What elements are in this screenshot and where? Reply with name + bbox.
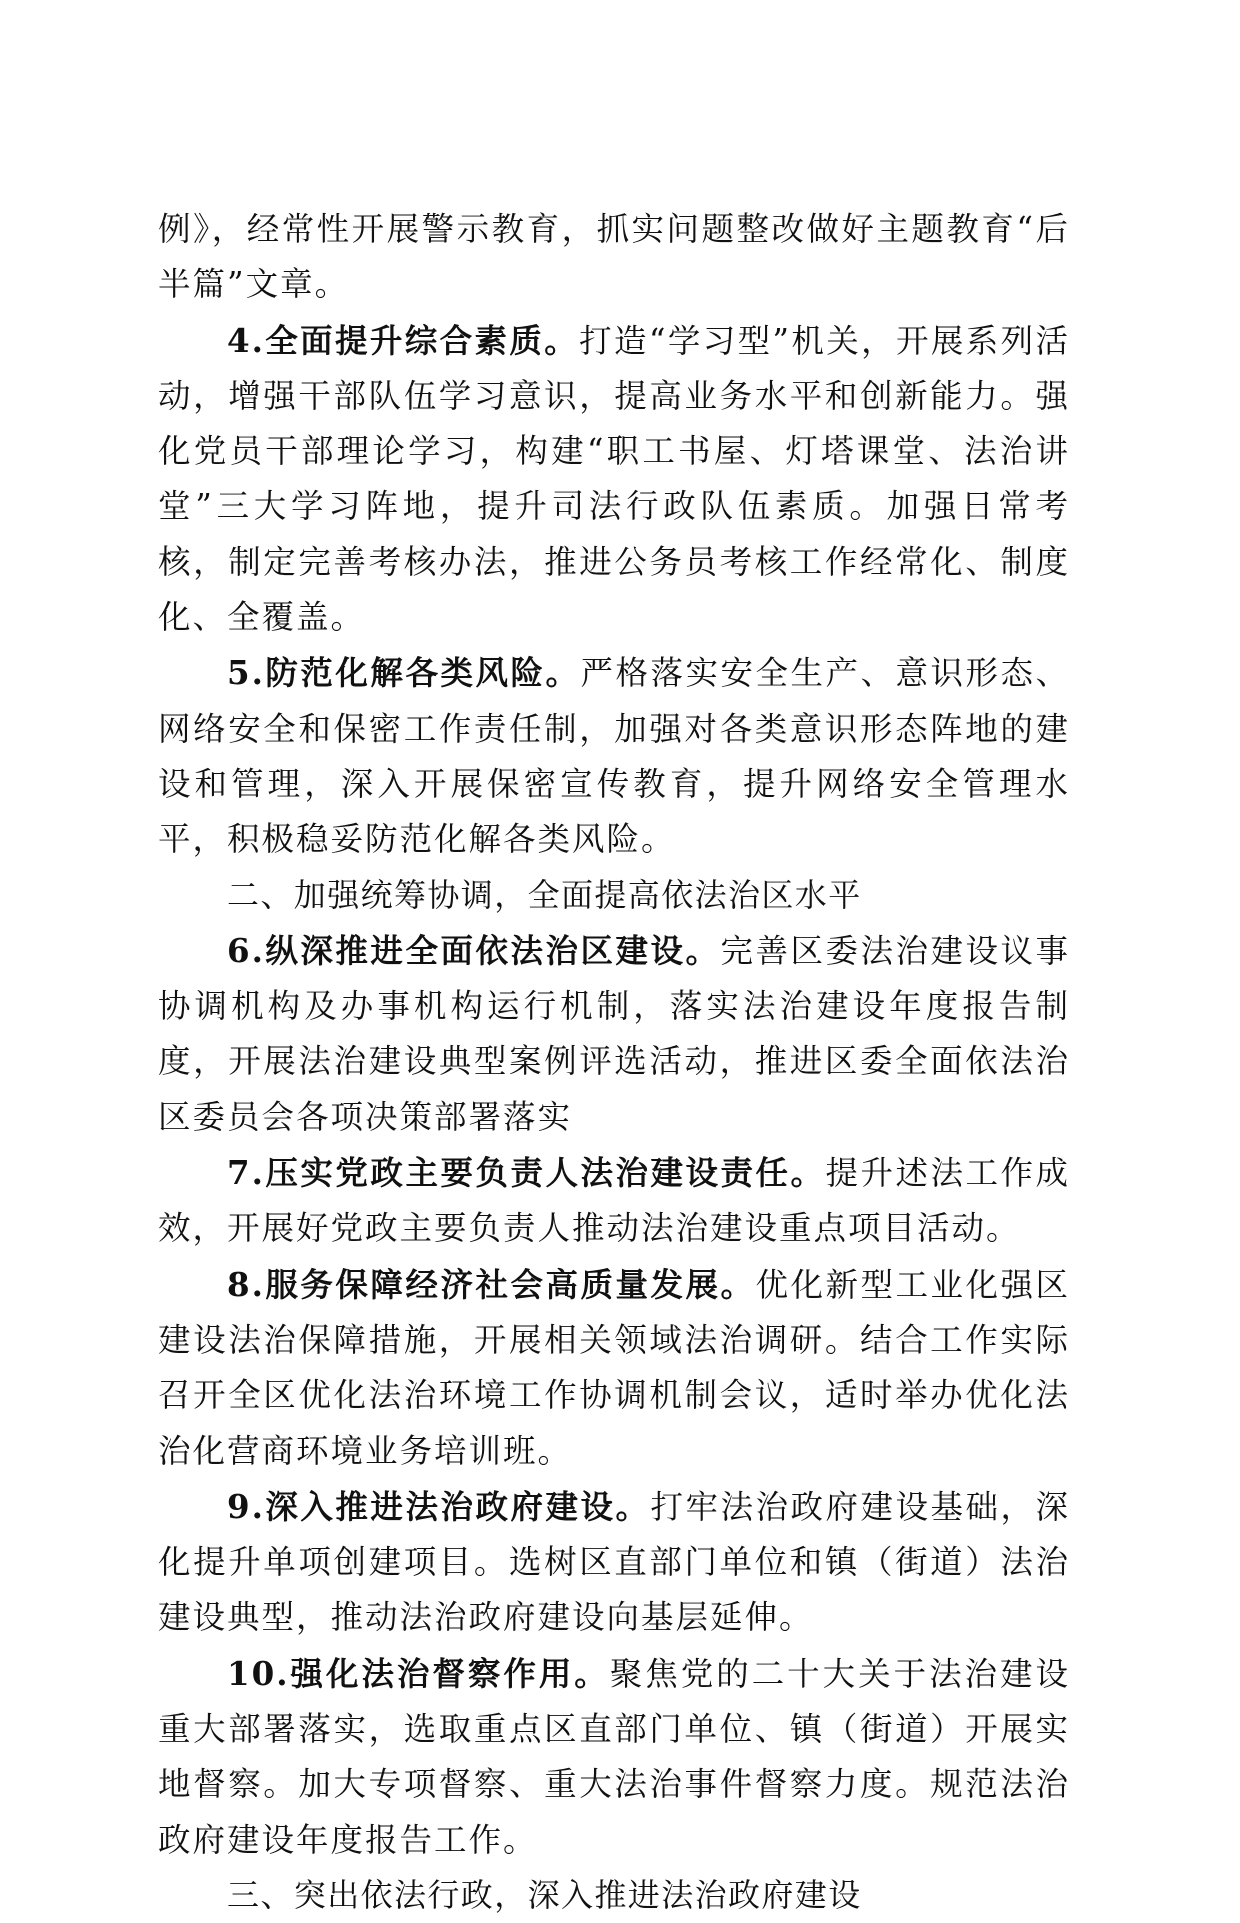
item-4-text: 打造“学习型”机关，开展系列活动，增强干部队伍学习意识，提高业务水平和创新能力。强化党员干部理论学习，构建“职工书屋、灯塔课堂、法治讲堂”三大学习阵地，提升司法行政队伍素质。加强日常考核，制定完善考核办法，推进公务员考核工作经常化、制度化、全覆盖。 — [158, 321, 1070, 637]
item-5-text: 严格落实安全生产、意识形态、网络安全和保密工作责任制，加强对各类意识形态阵地的建设和管理，深入开展保密宣传教育，提升网络安全管理水平，积极稳妥防范化解各类风险。 — [158, 654, 1070, 859]
item-7-text: 提升述法工作成效，开展好党政主要负责人推动法治建设重点项目活动。 — [158, 1154, 1070, 1248]
item-8-heading: 8.服务保障经济社会高质量发展。 — [227, 1264, 756, 1304]
section-three-heading: 三、突出依法行政，深入推进法治政府建设 — [227, 1875, 862, 1914]
item-4-paragraph — [158, 313, 1070, 646]
item-6-heading: 6.纵深推进全面依法治区建设。 — [227, 930, 721, 970]
document-body — [158, 202, 1070, 1923]
item-4-heading: 4.全面提升综合素质。 — [227, 320, 580, 360]
item-10-text: 聚焦党的二十大关于法治建设重大部署落实，选取重点区直部门单位、镇（街道）开展实地督察。加大专项督察、重大法治事件督察力度。规范法治政府建设年度报告工作。 — [158, 1654, 1070, 1859]
section-two-heading: 二、加强统筹协调，全面提高依法治区水平 — [227, 875, 862, 914]
item-10-heading: 10.强化法治督察作用。 — [227, 1653, 610, 1693]
item-5-heading: 5.防范化解各类风险。 — [227, 653, 581, 693]
item-9-text: 打牢法治政府建设基础，深化提升单项创建项目。选树区直部门单位和镇（街道）法治建设典型，推动法治政府建设向基层延伸。 — [158, 1487, 1070, 1637]
item-7-heading: 7.压实党政主要负责人法治建设责任。 — [227, 1153, 826, 1193]
item-5-paragraph — [158, 645, 1070, 867]
item-8-paragraph — [158, 1257, 1070, 1479]
item-6-paragraph — [158, 923, 1070, 1145]
item-9-paragraph — [158, 1479, 1070, 1646]
item-10-paragraph — [158, 1646, 1070, 1868]
item-8-text: 优化新型工业化强区建设法治保障措施，开展相关领域法治调研。结合工作实际召开全区优化法治环境工作协调机制会议，适时举办优化法治化营商环境业务培训班。 — [158, 1265, 1070, 1470]
item-9-heading: 9.深入推进法治政府建设。 — [227, 1486, 651, 1526]
item-6-text: 完善区委法治建设议事协调机构及办事机构运行机制，落实法治建设年度报告制度，开展法治建设典型案例评选活动，推进区委全面依法治区委员会各项决策部署落实 — [158, 931, 1070, 1136]
item-7-paragraph — [158, 1145, 1070, 1257]
intro-paragraph: 例》，经常性开展警示教育，抓实问题整改做好主题教育“后半篇”文章。 — [158, 210, 1070, 304]
